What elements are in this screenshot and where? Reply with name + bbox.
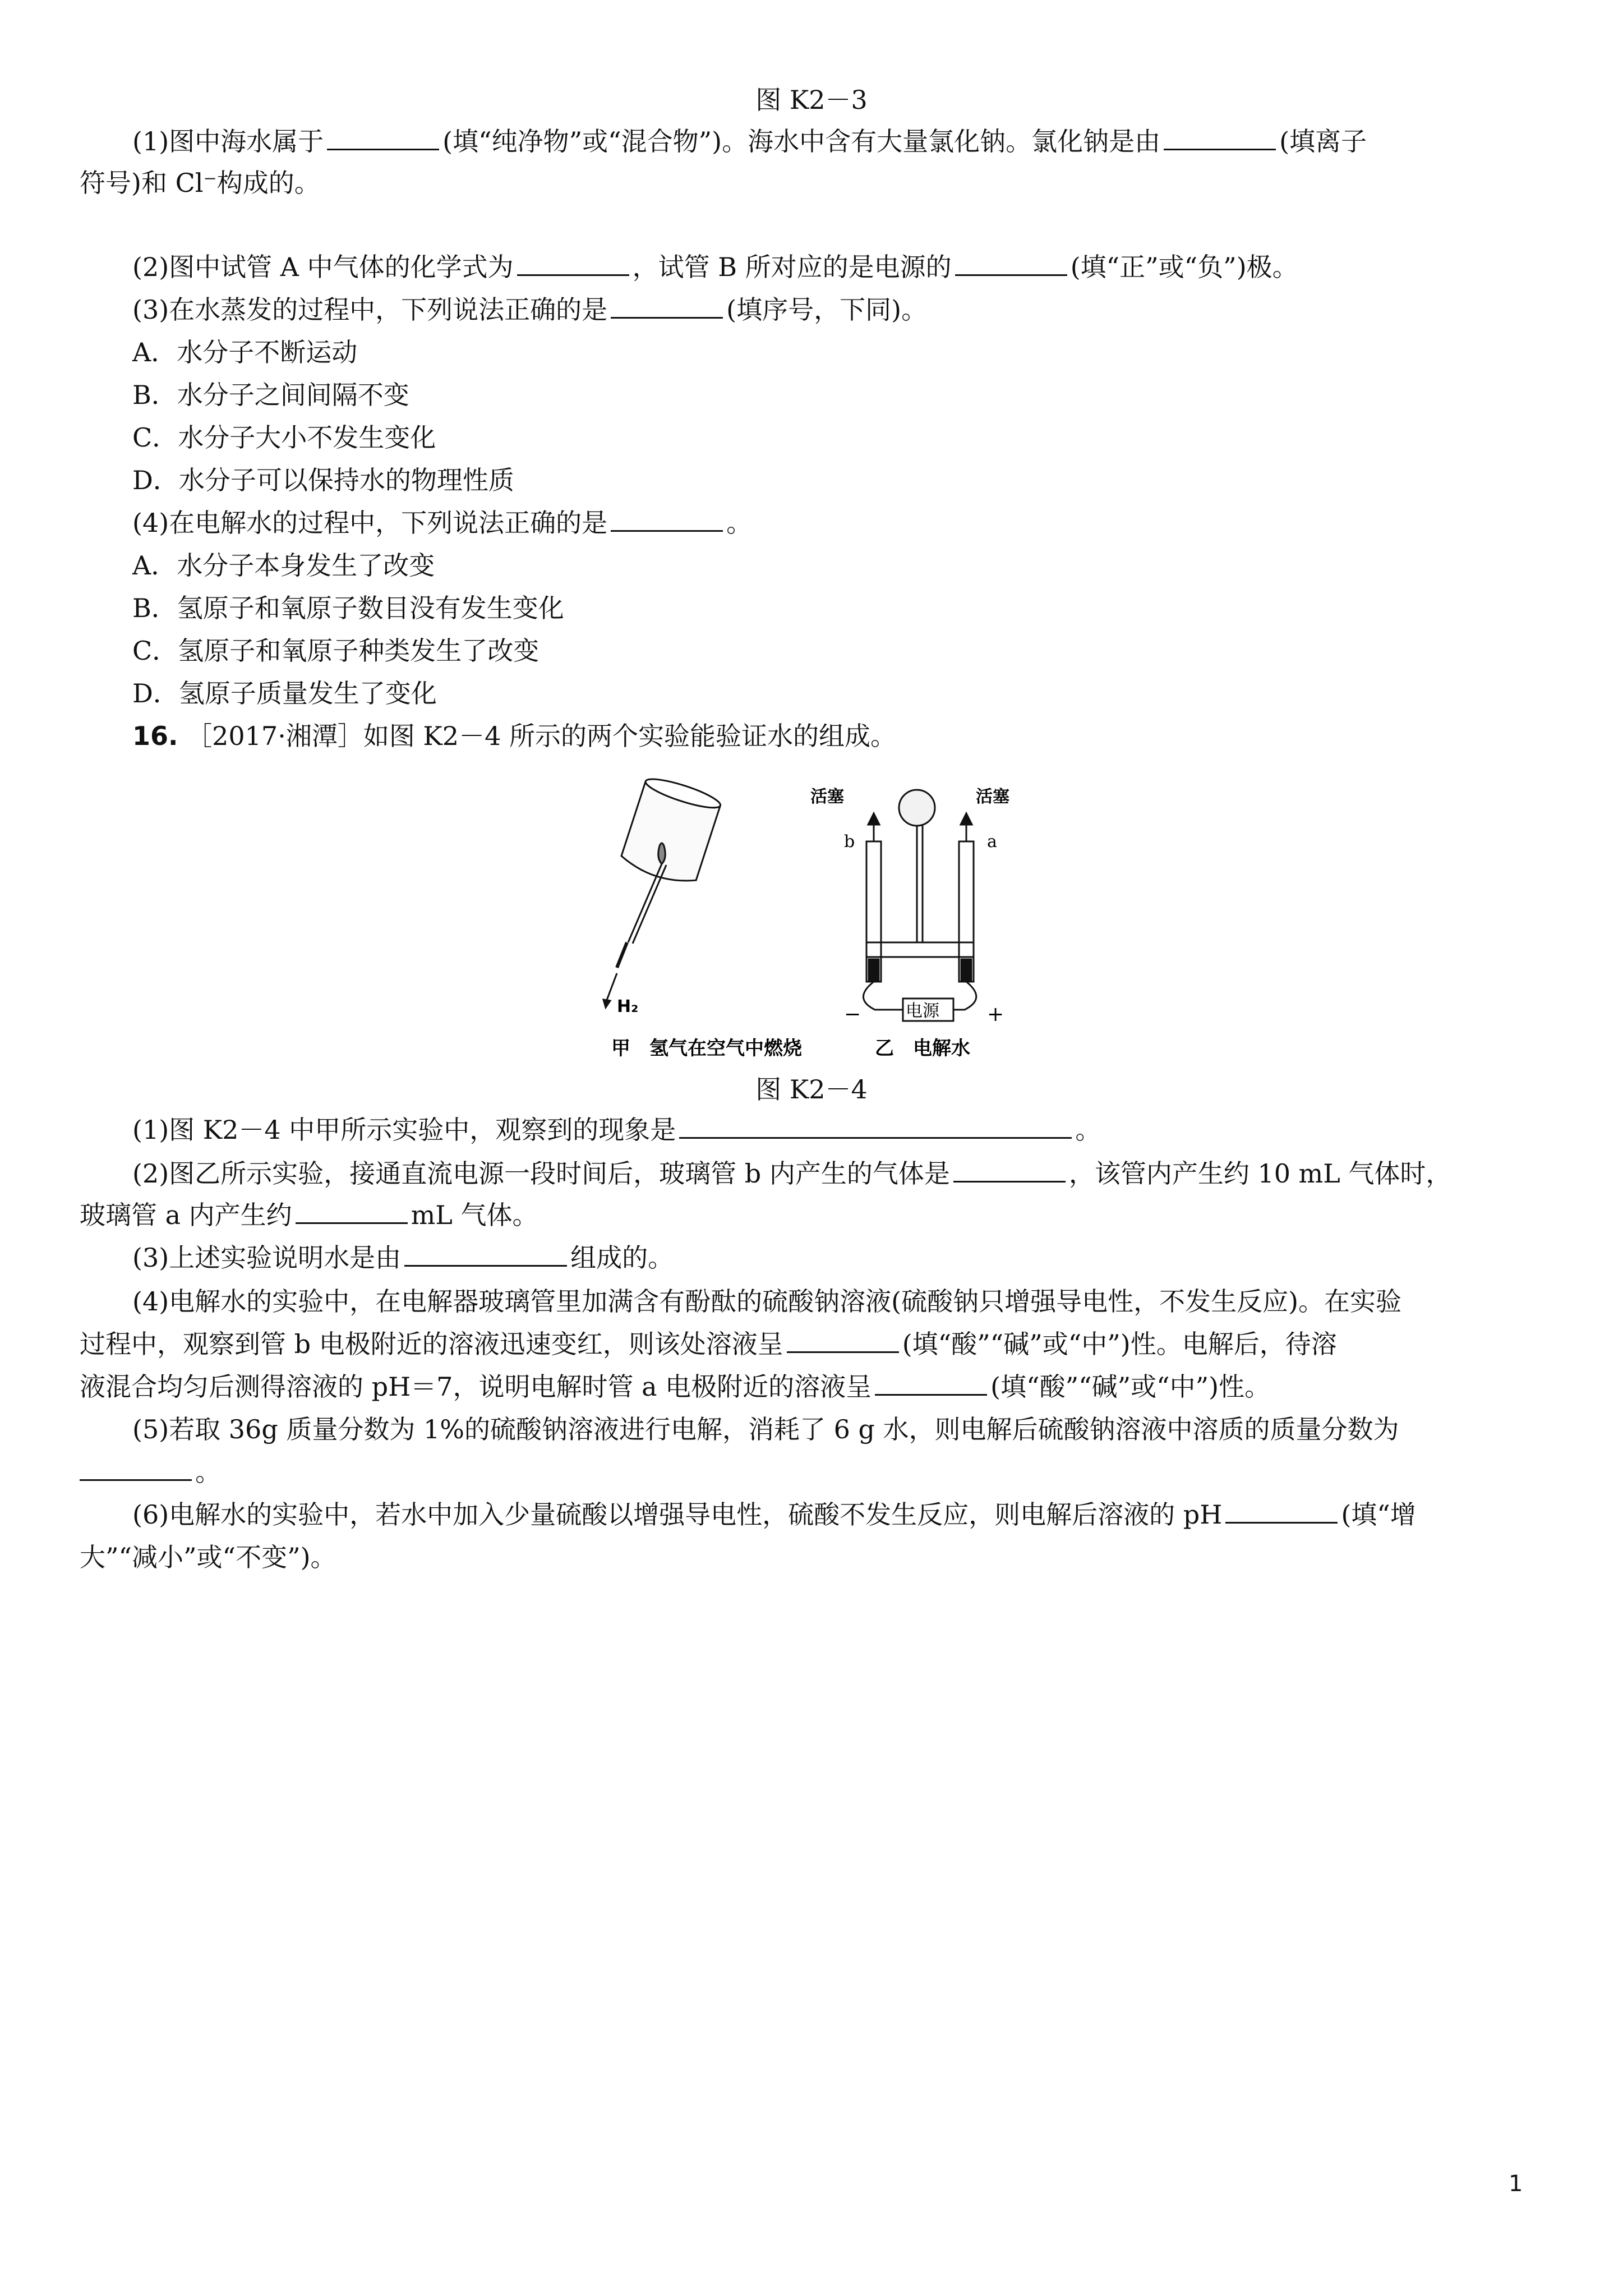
q15-part1-line2: 符号)和 Cl⁻构成的。 <box>80 168 320 198</box>
text: (1)图 K2－4 中甲所示实验中，观察到的现象是 <box>132 1115 676 1145</box>
plus-label: + <box>987 1003 1004 1026</box>
q16-part6-line1 <box>132 1498 1416 1531</box>
answer-blank[interactable] <box>296 1201 408 1224</box>
q15-part3-option-d: D．水分子可以保持水的物理性质 <box>132 465 514 495</box>
q15-part4-option-a: A．水分子本身发生了改变 <box>132 550 435 581</box>
text: (3)在水蒸发的过程中，下列说法正确的是 <box>132 295 608 325</box>
flame-icon <box>658 843 666 864</box>
tube-b-label: b <box>844 832 855 852</box>
text: (填“纯净物”或“混合物”)。海水中含有大量氯化钠。氯化钠是由 <box>442 126 1161 157</box>
answer-blank[interactable] <box>404 1244 567 1267</box>
text: (填“酸”“碱”或“中”)性。电解后，待溶 <box>902 1329 1337 1359</box>
figure-k2-3-caption: 图 K2－3 <box>755 85 868 115</box>
q15-part4-option-d: D．氢原子质量发生了变化 <box>132 678 437 708</box>
answer-blank[interactable] <box>787 1330 899 1353</box>
page-number: 1 <box>1509 2171 1523 2197</box>
stopcock-right-label: 活塞 <box>976 787 1009 807</box>
text: 。 <box>726 508 753 538</box>
figure-k2-4-caption: 图 K2－4 <box>755 1074 868 1105</box>
text: (填序号，下同)。 <box>726 295 928 325</box>
q16-part2-line1 <box>132 1157 1451 1190</box>
figure-jia-label: 甲 氢气在空气中燃烧 <box>611 1037 802 1060</box>
q15-part3-option-b: B．水分子之间间隔不变 <box>132 380 409 410</box>
answer-blank[interactable] <box>875 1373 987 1396</box>
stopcock-right-icon <box>961 813 972 825</box>
hydrogen-combustion-apparatus <box>603 774 723 1007</box>
answer-blank[interactable] <box>1164 127 1276 150</box>
answer-blank[interactable] <box>327 127 439 150</box>
text: mL 气体。 <box>411 1200 538 1230</box>
electrolysis-apparatus <box>863 790 976 1021</box>
answer-blank[interactable] <box>611 296 723 319</box>
answer-blank[interactable] <box>955 253 1067 276</box>
text: (2)图中试管 A 中气体的化学式为 <box>132 252 514 282</box>
q16-part1 <box>132 1113 1101 1147</box>
stopcock-left-label: 活塞 <box>810 787 844 807</box>
answer-blank[interactable] <box>953 1159 1066 1182</box>
text: ［2017·湘潭］如图 K2－4 所示的两个实验能验证水的组成。 <box>186 721 896 751</box>
q15-part1-line1 <box>132 125 1367 158</box>
q16-part2-line2 <box>80 1198 538 1232</box>
text: (2)图乙所示实验，接通直流电源一段时间后，玻璃管 b 内产生的气体是 <box>132 1158 950 1189</box>
figure-yi-label: 乙 电解水 <box>875 1037 970 1060</box>
text: (4)在电解水的过程中，下列说法正确的是 <box>132 508 608 538</box>
q15-part4-option-c: C．氢原子和氧原子种类发生了改变 <box>132 636 540 666</box>
text: ，试管 B 所对应的是电源的 <box>632 252 952 282</box>
answer-blank[interactable] <box>611 509 723 532</box>
q15-part3-option-a: A．水分子不断运动 <box>132 337 358 367</box>
tube-a-label: a <box>987 832 997 852</box>
answer-blank[interactable] <box>517 253 629 276</box>
text: (6)电解水的实验中，若水中加入少量硫酸以增强导电性，硫酸不发生反应，则电解后溶液的 pH <box>132 1499 1223 1530</box>
q16-part5-line2 <box>80 1455 221 1489</box>
text: (填离子 <box>1279 126 1367 157</box>
text: 。 <box>195 1457 221 1487</box>
text: 。 <box>1075 1115 1101 1145</box>
text: (填“正”或“负”)极。 <box>1070 252 1298 282</box>
answer-blank[interactable] <box>1225 1501 1338 1524</box>
h2-label: H₂ <box>617 997 639 1016</box>
text: (填“酸”“碱”或“中”)性。 <box>990 1372 1271 1402</box>
q16-intro <box>132 719 896 753</box>
q16-part4-line2 <box>80 1327 1337 1361</box>
text: 组成的。 <box>570 1243 674 1273</box>
answer-blank[interactable] <box>80 1458 192 1481</box>
figure-k2-4 <box>561 774 1066 1066</box>
q15-part3-option-c: C．水分子大小不发生变化 <box>132 422 436 453</box>
q16-part6-line2: 大”“减小”或“不变”)。 <box>80 1542 336 1572</box>
stopcock-left-icon <box>868 813 879 825</box>
text: ，该管内产生约 10 mL 气体时， <box>1068 1158 1452 1189</box>
power-source-label: 电源 <box>906 1001 939 1021</box>
q16-part4-line1: (4)电解水的实验中，在电解器玻璃管里加满含有酚酞的硫酸钠溶液(硫酸钠只增强导电性，不发生反应)。在实验 <box>132 1286 1402 1317</box>
text: (1)图中海水属于 <box>132 126 324 157</box>
q15-part4 <box>132 506 752 540</box>
q16-part3 <box>132 1241 674 1274</box>
q15-part4-option-b: B．氢原子和氧原子数目没有发生变化 <box>132 593 564 623</box>
minus-label: − <box>844 1003 861 1026</box>
question-number: 16. <box>132 721 178 751</box>
text: 玻璃管 a 内产生约 <box>80 1200 292 1230</box>
text: 过程中，观察到管 b 电极附近的溶液迅速变红，则该处溶液呈 <box>80 1329 783 1359</box>
text: (填“增 <box>1341 1499 1416 1530</box>
q15-part3 <box>132 293 927 326</box>
q16-part5-line1: (5)若取 36g 质量分数为 1%的硫酸钠溶液进行电解，消耗了 6 g 水，则电解后硫酸钠溶液中溶质的质量分数为 <box>132 1414 1399 1444</box>
answer-blank[interactable] <box>679 1116 1072 1139</box>
text: 液混合均匀后测得溶液的 pH＝7，说明电解时管 a 电极附近的溶液呈 <box>80 1372 872 1402</box>
q16-part4-line3 <box>80 1370 1270 1404</box>
text: (3)上述实验说明水是由 <box>132 1243 402 1273</box>
q15-part2 <box>132 250 1298 284</box>
